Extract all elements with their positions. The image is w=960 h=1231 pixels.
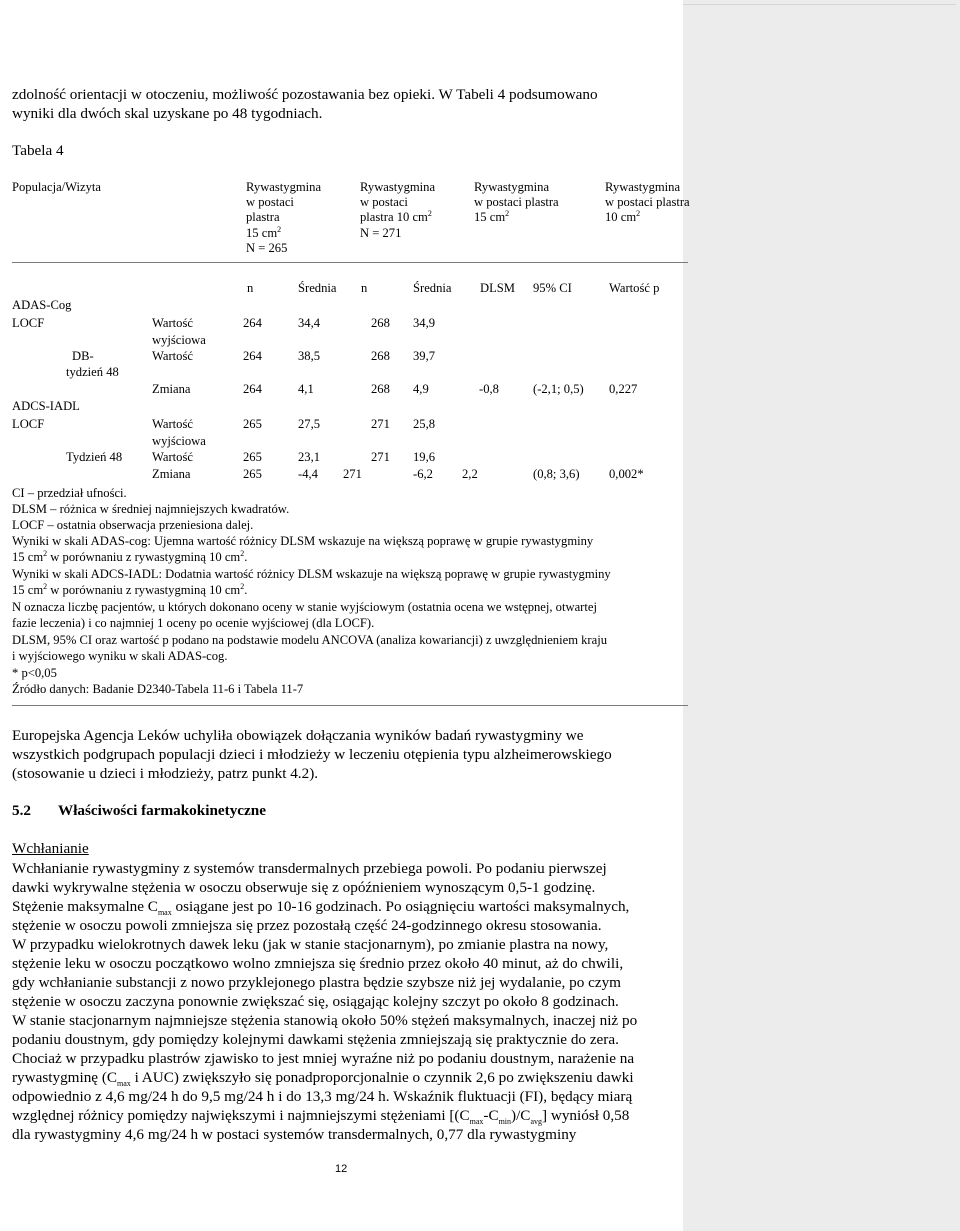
absorption-line-9: W stanie stacjonarnym najmniejsze stężenia stanowią około 50% stężeń maksymalnych, inaczej niż po — [12, 1012, 638, 1029]
adas-change-label: Zmiana — [152, 382, 191, 396]
adcs-baseline-n1: 265 — [243, 417, 262, 431]
ema-line-1: Europejska Agencja Leków uchyliła obowiązek dołączania wyników badań rywastygminy we — [12, 727, 584, 744]
absorption-line-13: odpowiednio z 4,6 mg/24 h do 9,5 mg/24 h i do 13,3 mg/24 h. Wskaźnik fluktuacji (FI), będący miarą — [12, 1088, 633, 1105]
adas-value-n2: 268 — [371, 349, 390, 363]
section-adcs-iadl: ADCS-IADL — [12, 399, 80, 413]
adas-db: DB- — [72, 349, 94, 363]
comments-pane — [683, 0, 960, 1231]
sub-dlsm: DLSM — [480, 281, 515, 295]
adcs-change-m2: -6,2 — [413, 467, 433, 481]
comments-pane-divider — [683, 4, 956, 5]
section-adas-cog: ADAS-Cog — [12, 298, 72, 312]
adas-week: tydzień 48 — [66, 365, 119, 379]
note-adas-2: 15 $cm^2$ w porównaniu z rywastygminą 10 $cm^2$. — [12, 548, 248, 564]
adcs-value-m2: 19,6 — [413, 450, 436, 464]
adcs-baseline-label: Wartość — [152, 417, 193, 431]
adcs-change-n2: 271 — [343, 467, 362, 481]
adas-change-dlsm: -0,8 — [479, 382, 499, 396]
note-p: * p<0,05 — [12, 666, 57, 680]
absorption-line-14: względnej różnicy pomiędzy największymi i najmniejszymi stężeniami $[(C_{max}-C_{min})/C_{avg}]$ wyniósł 0,58 — [12, 1107, 630, 1127]
adas-baseline-m1: 34,4 — [298, 316, 321, 330]
adcs-change-ci: (0,8; 3,6) — [533, 467, 580, 481]
absorption-line-4: stężenie w osoczu powoli zmniejsza się przez pozostałą część 24-godzinnego okresu stosowania. — [12, 917, 602, 934]
note-adcs-2: 15 $cm^2$ w porównaniu z rywastygminą 10 $cm^2$. — [12, 581, 248, 597]
table-header-rule — [12, 262, 688, 263]
sub-n-2: n — [361, 281, 368, 295]
header-col-2: Rywastygmina w postaci plastra 10 $cm^2$ N = 271 — [360, 180, 436, 240]
note-dlsm: DLSM – różnica w średniej najmniejszych kwadratów. — [12, 502, 290, 516]
sub-ci: 95% CI — [533, 281, 572, 295]
note-ci: CI – przedział ufności. — [12, 486, 127, 500]
absorption-line-2: dawki wykrywalne stężenia w osoczu obserwuje się z opóźnieniem wynoszącym 0,5-1 godzinę. — [12, 879, 596, 896]
sub-n-1: n — [247, 281, 254, 295]
adas-value-label: Wartość — [152, 349, 193, 363]
intro-line-1: zdolność orientacji w otoczeniu, możliwość pozostawania bez opieki. W Tabeli 4 podsumowano — [12, 86, 598, 103]
absorption-line-11: Chociaż w przypadku plastrów zjawisko to jest mniej wyraźne niż po podaniu doustnym, narażenie na — [12, 1050, 635, 1067]
adcs-change-m1: -4,4 — [298, 467, 318, 481]
sub-mean-1: Średnia — [298, 281, 337, 295]
adcs-baseline-label-2: wyjściowa — [152, 434, 206, 448]
adas-baseline-m2: 34,9 — [413, 316, 436, 330]
adcs-baseline-m1: 27,5 — [298, 417, 321, 431]
note-n-2: fazie leczenia) i co najmniej 1 oceny po ocenie wyjściowej (dla LOCF). — [12, 616, 375, 630]
section-number: 5.2 — [12, 802, 31, 819]
section-title: Właściwości farmakokinetyczne — [58, 802, 266, 819]
adcs-baseline-n2: 271 — [371, 417, 390, 431]
adas-baseline-n2: 268 — [371, 316, 390, 330]
note-adas-1: Wyniki w skali ADAS-cog: Ujemna wartość różnicy DLSM wskazuje na większą poprawę w grupie rywastygminy — [12, 534, 594, 548]
adas-value-n1: 264 — [243, 349, 262, 363]
adas-change-p: 0,227 — [609, 382, 638, 396]
adcs-change-n1: 265 — [243, 467, 262, 481]
intro-line-2: wyniki dla dwóch skal uzyskane po 48 tygodniach. — [12, 105, 323, 122]
adas-value-m1: 38,5 — [298, 349, 321, 363]
adas-change-m2: 4,9 — [413, 382, 429, 396]
page-number: 12 — [335, 1163, 348, 1175]
absorption-line-7: gdy wchłanianie substancji z nowo przyklejonego plastra będzie szybsze niż jej wydalanie, po czym — [12, 974, 621, 991]
adcs-change-p: 0,002* — [609, 467, 644, 481]
adas-change-ci: (-2,1; 0,5) — [533, 382, 584, 396]
ema-line-3: (stosowanie u dzieci i młodzieży, patrz punkt 4.2). — [12, 765, 319, 782]
adas-baseline-label: Wartość — [152, 316, 193, 330]
adas-change-n1: 264 — [243, 382, 262, 396]
adcs-change-label: Zmiana — [152, 467, 191, 481]
note-ancova-2: i wyjściowego wyniku w skali ADAS-cog. — [12, 649, 228, 663]
header-col-4: Rywastygmina w postaci plastra 10 $cm^2$ — [605, 180, 690, 225]
absorption-line-15: dla rywastygminy 4,6 mg/24 h w postaci systemów transdermalnych, 0,77 dla rywastygminy — [12, 1126, 577, 1143]
sub-mean-2: Średnia — [413, 281, 452, 295]
header-population: Populacja/Wizyta — [12, 180, 102, 194]
header-col-3: Rywastygmina w postaci plastra 15 $cm^2$ — [474, 180, 559, 225]
absorption-line-5: W przypadku wielokrotnych dawek leku (jak w stanie stacjonarnym), po zmianie plastra na nowy, — [12, 936, 609, 953]
note-ancova-1: DLSM, 95% CI oraz wartość p podano na podstawie modelu ANCOVA (analiza kowariancji) z uwzględnieniem kraju — [12, 633, 608, 647]
adcs-value-label: Wartość — [152, 450, 193, 464]
note-adcs-1: Wyniki w skali ADCS-IADL: Dodatnia wartość różnicy DLSM wskazuje na większą poprawę w grupie rywastygminy — [12, 567, 611, 581]
ema-line-2: wszystkich podgrupach populacji dzieci i młodzieży w leczeniu otępienia typu alzheimerowskiego — [12, 746, 612, 763]
adcs-change-dlsm: 2,2 — [462, 467, 478, 481]
adcs-baseline-m2: 25,8 — [413, 417, 436, 431]
absorption-heading: Wchłanianie — [12, 840, 89, 857]
adas-value-m2: 39,7 — [413, 349, 436, 363]
absorption-line-3: Stężenie maksymalne $C_{max}$ osiągane jest po 10-16 godzinach. Po osiągnięciu wartości maksymalnych, — [12, 898, 630, 918]
note-locf: LOCF – ostatnia obserwacja przeniesiona dalej. — [12, 518, 254, 532]
absorption-line-8: stężenie w osoczu zaczyna ponownie zwiększać się, osiągając kolejny szczyt po około 8 godzinach. — [12, 993, 619, 1010]
note-n-1: N oznacza liczbę pacjentów, u których dokonano oceny w stanie wyjściowym (ostatnia ocena we wstępnej, otwartej — [12, 600, 597, 614]
adas-baseline-n1: 264 — [243, 316, 262, 330]
absorption-line-12: rywastygminę ($C_{max}$ i AUC) zwiększyło się ponadproporcjonalnie o czynnik 2,6 po zwiększeniu dawki — [12, 1069, 634, 1089]
adcs-week: Tydzień 48 — [66, 450, 123, 464]
adas-change-n2: 268 — [371, 382, 390, 396]
sub-p-value: Wartość p — [609, 281, 660, 295]
adcs-value-n2: 271 — [371, 450, 390, 464]
table-bottom-rule — [12, 705, 688, 706]
header-col-1: Rywastygmina w postaci plastra 15 $cm^2$ N = 265 — [246, 180, 322, 255]
table-title: Tabela 4 — [12, 142, 64, 159]
note-source: Źródło danych: Badanie D2340-Tabela 11-6 i Tabela 11-7 — [12, 682, 304, 696]
absorption-line-10: podaniu doustnym, gdy pomiędzy kolejnymi dawkami stężenia zmniejszają się praktycznie do zera. — [12, 1031, 619, 1048]
adas-change-m1: 4,1 — [298, 382, 314, 396]
adcs-value-n1: 265 — [243, 450, 262, 464]
adas-locf: LOCF — [12, 316, 45, 330]
absorption-line-1: Wchłanianie rywastygminy z systemów transdermalnych przebiega powoli. Po podaniu pierwszej — [12, 860, 607, 877]
absorption-line-6: stężenie leku w osoczu początkowo wolno zmniejsza się średnio przez około 40 minut, aż do chwili, — [12, 955, 624, 972]
adas-baseline-label-2: wyjściowa — [152, 333, 206, 347]
adcs-value-m1: 23,1 — [298, 450, 321, 464]
adcs-locf: LOCF — [12, 417, 45, 431]
